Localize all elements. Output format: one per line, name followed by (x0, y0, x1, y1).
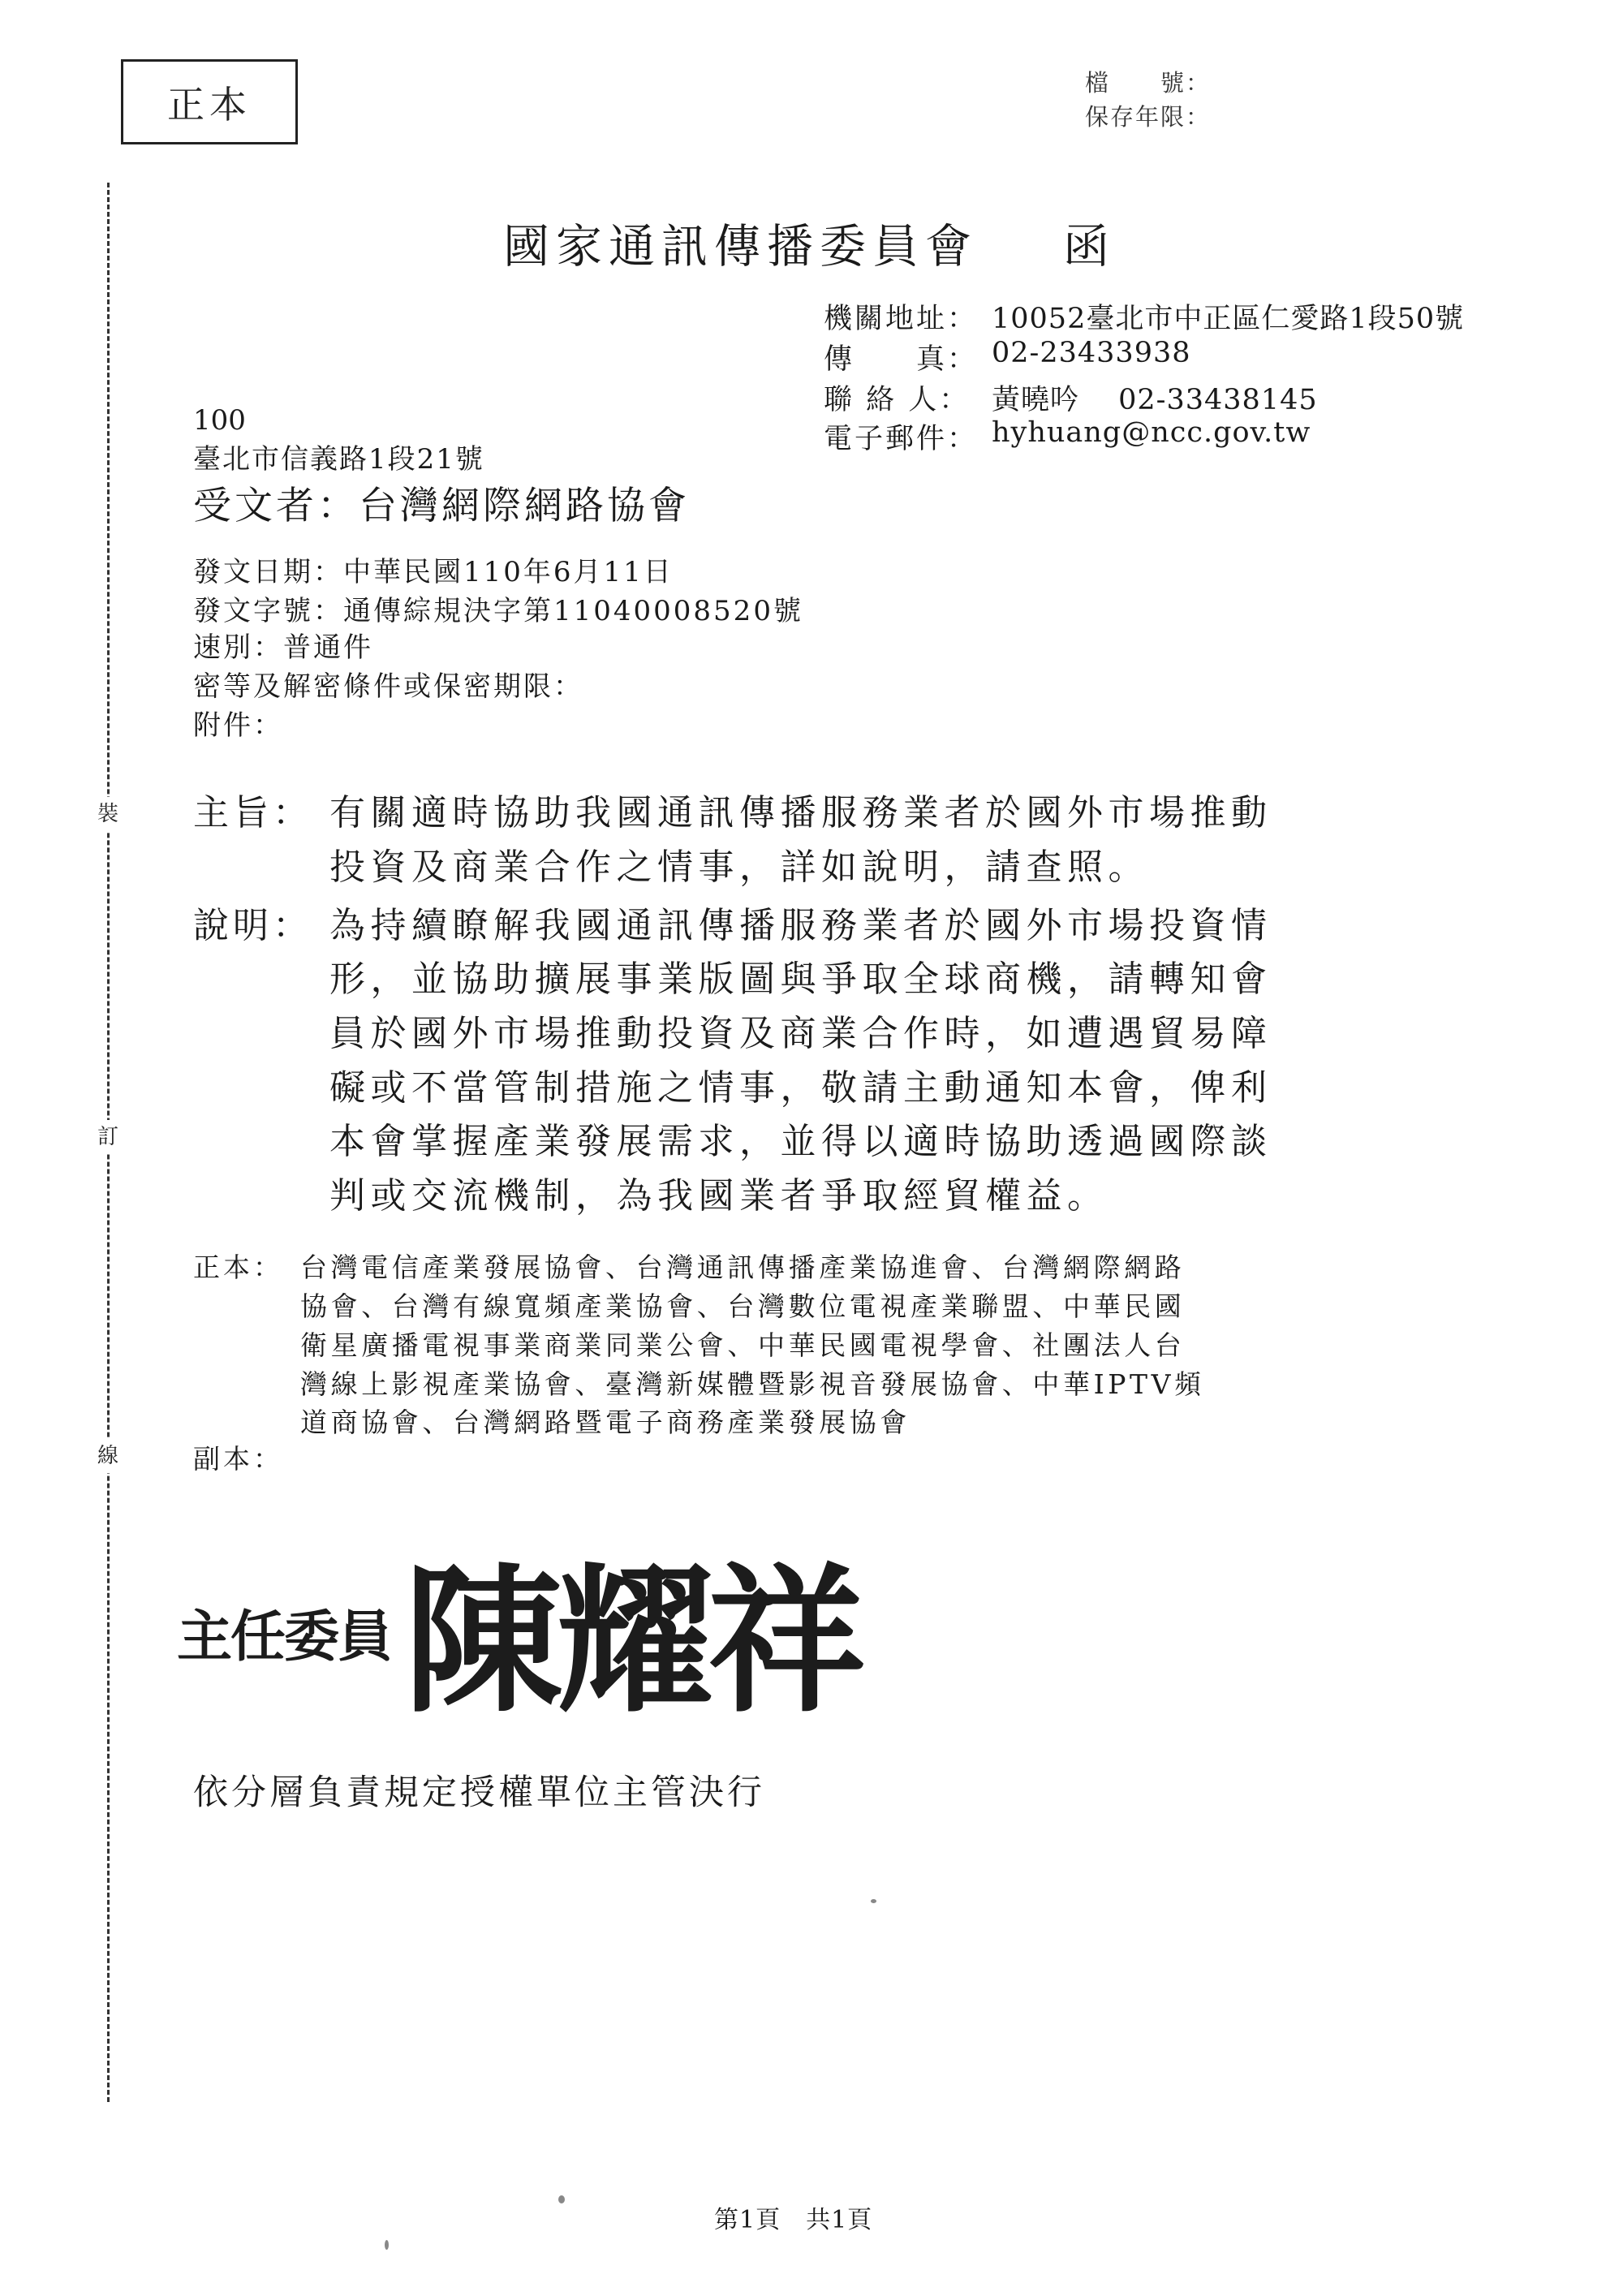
original-copy-stamp: 正本 (121, 59, 298, 144)
agency-address: 10052臺北市中正區仁愛路1段50號 (992, 303, 1465, 335)
page-number: 第1頁 共1頁 (714, 2206, 873, 2234)
delivery-speed: 速別：普通件 (193, 631, 373, 664)
copy-recipients-label: 副本： (193, 1443, 283, 1475)
agency-title: 國家通訊傳播委員會 (503, 220, 978, 274)
agency-fax: 02-23433938 (992, 337, 1191, 369)
contact-label: 聯 絡 人： (824, 384, 971, 416)
explanation-line: 礙或不當管制措施之情事，敬請主動通知本會，俾利 (329, 1067, 1272, 1109)
original-recipients-line: 灣線上影視產業協會、臺灣新媒體暨影視音發展協會、中華IPTV頻 (300, 1368, 1205, 1400)
binding-mark-1: 裝 (91, 797, 125, 831)
subject-label: 主旨： (193, 792, 312, 834)
svg-text:陳耀祥: 陳耀祥 (404, 1548, 859, 1729)
binding-mark-3: 線 (91, 1439, 125, 1473)
explanation-line: 本會掌握產業發展需求，並得以適時協助透過國際談 (329, 1121, 1272, 1162)
original-recipients-line: 協會、台灣有線寬頻產業協會、台灣數位電視產業聯盟、中華民國 (300, 1290, 1186, 1322)
recipient-name: 受文者：台灣網際網路協會 (193, 484, 690, 528)
address-label: 機關地址： (824, 303, 979, 335)
scan-speck (558, 2195, 565, 2203)
explanation-line: 判或交流機制，為我國業者爭取經貿權益。 (329, 1175, 1109, 1217)
binding-mark-2: 訂 (91, 1120, 125, 1154)
svg-text:主任委員: 主任委員 (177, 1605, 392, 1669)
original-recipients-line: 道商協會、台灣網路暨電子商務產業發展協會 (300, 1406, 911, 1438)
agency-contact: 黃曉吟 02-33438145 (992, 384, 1318, 416)
original-recipients-line: 台灣電信產業發展協會、台灣通訊傳播產業協進會、台灣網際網路 (300, 1251, 1186, 1283)
original-recipients-label: 正本： (193, 1251, 283, 1283)
explanation-line: 形，並協助擴展事業版圖與爭取全球商機，請轉知會 (329, 958, 1272, 1000)
subject-line: 投資及商業合作之情事，詳如說明，請查照。 (329, 846, 1149, 888)
scan-speck (385, 2240, 389, 2250)
secrecy-level: 密等及解密條件或保密期限： (193, 670, 583, 703)
document-type: 函 (1063, 220, 1109, 274)
fax-label: 傳 真： (824, 343, 979, 376)
subject-line: 有關適時協助我國通訊傳播服務業者於國外市場推動 (329, 792, 1272, 834)
issue-date: 發文日期：中華民國110年6月11日 (193, 556, 674, 588)
file-number-label: 檔 號： (1085, 69, 1212, 97)
recipient-zip: 100 (193, 404, 246, 437)
email-label: 電子郵件： (824, 423, 979, 455)
official-signature-seal (177, 1542, 932, 1729)
scan-speck (871, 1899, 876, 1903)
explanation-line: 員於國外市場推動投資及商業合作時，如遭遇貿易障 (329, 1013, 1272, 1054)
explanation-line: 為持續瞭解我國通訊傳播服務業者於國外市場投資情 (329, 905, 1272, 946)
attachment: 附件： (193, 709, 283, 742)
explanation-label: 說明： (193, 905, 312, 946)
agency-email: hyhuang@ncc.gov.tw (992, 416, 1311, 449)
document-number: 發文字號：通傳綜規決字第11040008520號 (193, 595, 803, 627)
original-recipients-line: 衛星廣播電視事業商業同業公會、中華民國電視學會、社團法人台 (300, 1329, 1186, 1361)
delegation-note: 依分層負責規定授權單位主管決行 (193, 1773, 765, 1813)
retention-period-label: 保存年限： (1085, 103, 1212, 131)
recipient-address: 臺北市信義路1段21號 (193, 443, 484, 476)
